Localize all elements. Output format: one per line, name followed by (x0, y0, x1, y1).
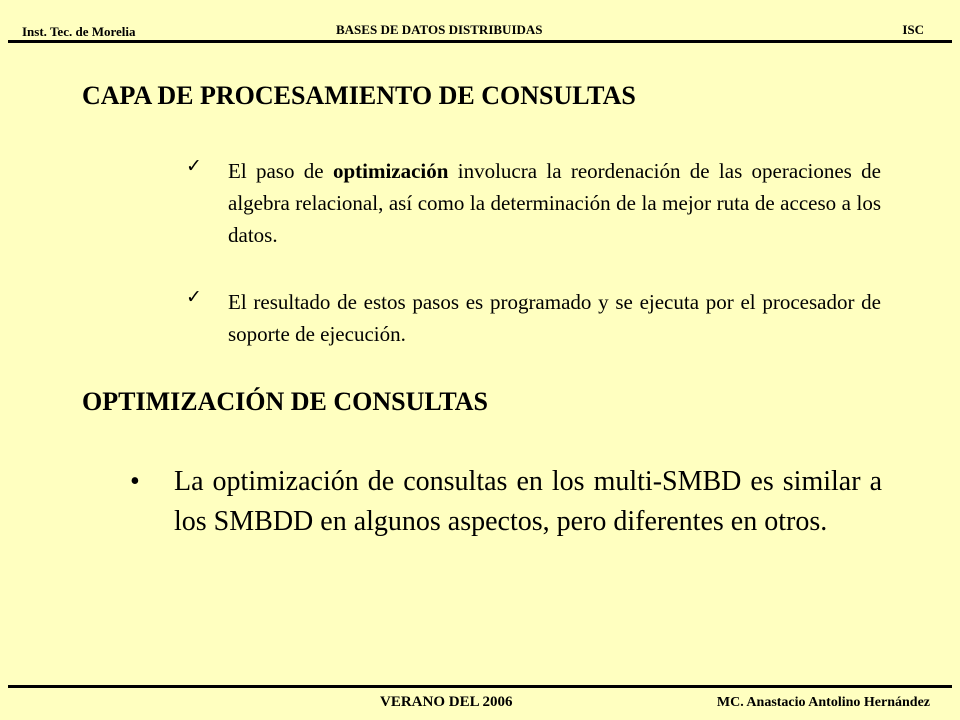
checkmark-icon: ✓ (186, 286, 202, 308)
list-item-text: El paso de optimización involucra la reordenación de las operaciones de algebra relacional, así como la determinación de la mejor ruta de acceso a los datos. (228, 159, 881, 247)
footer-divider (8, 685, 952, 688)
section-title-query-optimization: OPTIMIZACIÓN DE CONSULTAS (82, 387, 488, 416)
header-course-title: BASES DE DATOS DISTRIBUIDAS (336, 22, 543, 37)
checkmark-icon: ✓ (186, 155, 202, 177)
check-list-item (186, 155, 881, 251)
bullet-icon: • (130, 466, 140, 497)
footer-term: VERANO DEL 2006 (380, 694, 513, 710)
bullet-text: La optimización de consultas en los multi-SMBD es similar a los SMBDD en algunos aspectos, pero diferentes en otros. (174, 466, 882, 537)
list-item-text: El resultado de estos pasos es programado y se ejecuta por el procesador de soporte de ejecución. (228, 290, 881, 346)
section-title-query-processing: CAPA DE PROCESAMIENTO DE CONSULTAS (82, 81, 636, 110)
footer-author: MC. Anastacio Antolino Hernández (716, 695, 930, 710)
check-list-item (186, 286, 881, 350)
header-program: ISC (902, 22, 924, 37)
keyword-optimization: optimización (332, 159, 449, 183)
header-institution: Inst. Tec. de Morelia (22, 24, 136, 39)
bullet-list-item (130, 462, 882, 542)
header-divider (8, 40, 952, 43)
